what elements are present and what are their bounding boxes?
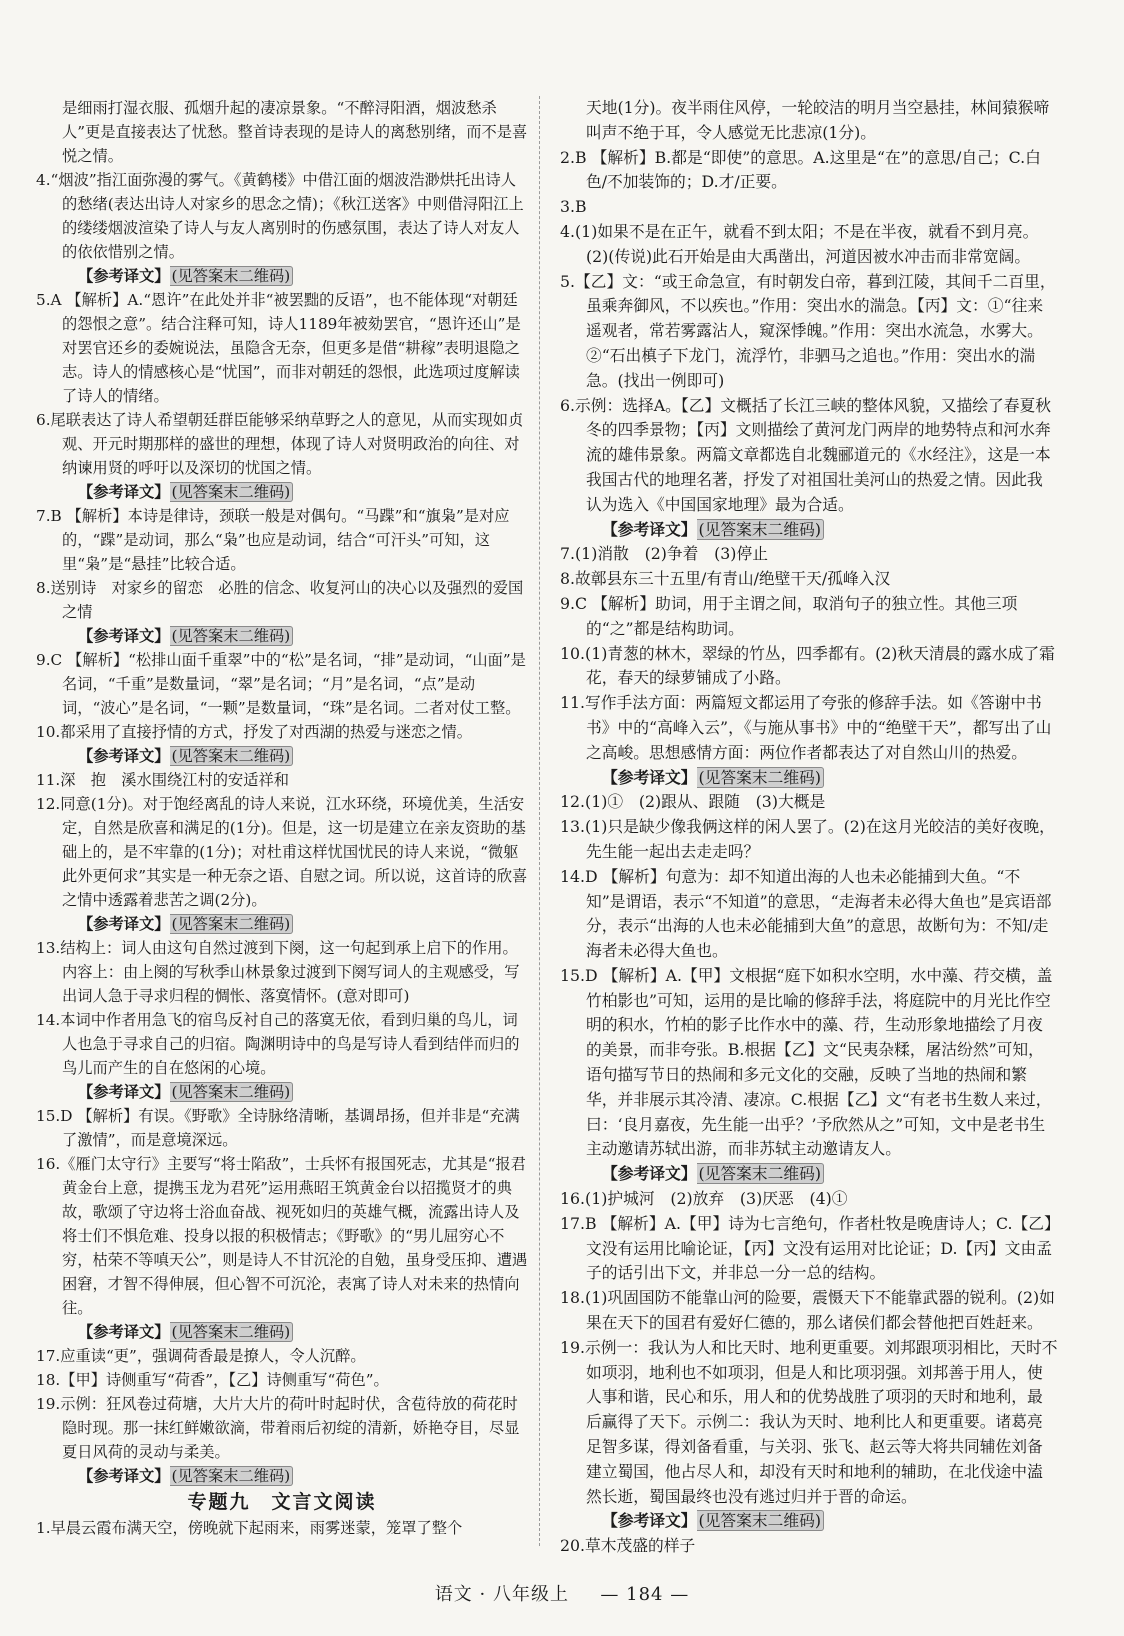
reference-translation-note: [36, 264, 528, 288]
column-divider: [539, 96, 540, 1546]
reference-label: 【参考译文】: [78, 267, 170, 285]
answer-item: 1.早晨云霞布满天空，傍晚就下起雨来，雨雾迷蒙，笼罩了整个: [36, 1519, 463, 1537]
answer-item: 是细雨打湿衣服、孤烟升起的凄凉景象。“不醉浔阳酒，烟波愁杀人”更是直接表达了忧愁。整首诗表现的是诗人的离愁别绪，而不是喜悦之情。: [62, 99, 528, 165]
answer-item: 3.B: [560, 197, 587, 217]
answer-item: 12.(1)① (2)跟从、跟随 (3)大概是: [560, 792, 826, 812]
answer-item: 10.(1)青葱的林木，翠绿的竹丛，四季都有。(2)秋天清晨的露水成了霜花，春天的绿萝铺成了小路。: [560, 643, 1055, 688]
reference-translation-note: [560, 766, 1058, 791]
answer-item: 6.示例：选择A。【乙】文概括了长江三峡的整体风貌，又描绘了春夏秋冬的四季景物；【丙】文则描绘了黄河龙门两岸的地势特点和河水奔流的雄伟景象。两篇文章都选自北魏郦道元的《水经注》，这是一本我国古代的地理名著，抒发了对祖国壮美河山的热爱之情。因此我认为选入《中国国家地理》最为合适。: [560, 395, 1052, 514]
qr-code-note: (见答案末二维码): [697, 519, 825, 540]
reference-translation-note: [36, 1464, 528, 1488]
answer-item: 5.【乙】文：“或王命急宣，有时朝发白帝，暮到江陵，其间千二百里，虽乘奔御风，不以疾也。”作用：突出水的湍急。【丙】文：①“往来遥观者，常若雾露沾人，窥深悸魄。”作用：突出水流急，水雾大。②“石出槙子下龙门，流浮竹，非驷马之追也。”作用：突出水的湍急。(找出一例即可): [560, 271, 1056, 390]
answer-item: 17.应重读“更”，强调荷香最是撩人，令人沉醉。: [36, 1347, 366, 1365]
footer-grade: 八年级上: [492, 1584, 569, 1605]
answer-item: 16.(1)护城河 (2)放弃 (3)厌恶 (4)①: [560, 1189, 848, 1209]
reference-label: 【参考译文】: [78, 483, 170, 501]
reference-translation-note: [560, 1162, 1058, 1187]
answer-item: 2.B 【解析】B.都是“即使”的意思。A.这里是“在”的意思/自己；C.白色/不加装饰的；D.才/正要。: [560, 147, 1041, 192]
reference-translation-note: [560, 1509, 1058, 1534]
answer-item: 7.B 【解析】本诗是律诗，颈联一般是对偶句。“马蹀”和“旗枭”是对应的，“蹀”是动词，那么“枭”也应是动词，结合“可汗头”可知，这里“枭”是“悬挂”比较合适。: [36, 507, 510, 573]
reference-translation-note: [36, 624, 528, 648]
qr-code-note: (见答案末二维码): [170, 914, 294, 934]
reference-label: 【参考译文】: [602, 1164, 697, 1184]
qr-code-note: (见答案末二维码): [170, 266, 294, 286]
answer-item: 13.结构上：词人由这句自然过渡到下阕，这一句起到承上启下的作用。内容上：由上阕的写秋季山林景象过渡到下阕写词人的主观感受，写出词人急于寻求归程的惆怅、落寞情怀。(意对即可): [36, 939, 520, 1005]
reference-label: 【参考译文】: [78, 627, 170, 645]
qr-code-note: (见答案末二维码): [697, 1163, 825, 1184]
answer-item: 15.D 【解析】有误。《野歌》全诗脉络清晰，基调昂扬，但并非是“充满了激情”，而是意境深远。: [36, 1107, 520, 1149]
answer-item: 4.(1)如果不是在正午，就看不到太阳；不是在半夜，就看不到月亮。(2)(传说)此石开始是由大禹凿出，河道因被水冲击而非常宽阔。: [560, 221, 1039, 266]
answer-item: 5.A 【解析】A.“恩许”在此处并非“被罢黜的反语”，也不能体现“对朝廷的怨恨之意”。结合注释可知，诗人1189年被劾罢官，“恩许还山”是对罢官还乡的委婉说法，虽隐含无奈，但更多是借“耕稼”表明退隐之志。诗人的情感核心是“忧国”，而非对朝廷的怨恨，此选项过度解读了诗人的情绪。: [36, 291, 521, 405]
reference-label: 【参考译文】: [78, 1083, 170, 1101]
footer-page-number: — 184 —: [600, 1584, 690, 1605]
answer-item: 18.【甲】诗侧重写“荷香”，【乙】诗侧重写“荷色”。: [36, 1371, 389, 1389]
answer-item: 10.都采用了直接抒情的方式，抒发了对西湖的热爱与迷恋之情。: [36, 723, 473, 741]
reference-label: 【参考译文】: [78, 1467, 170, 1485]
answer-item: 20.草木茂盛的样子: [560, 1536, 696, 1556]
answer-item: 12.同意(1分)。对于饱经离乱的诗人来说，江水环绕，环境优美，生活安定，自然是欣喜和满足的(1分)。但是，这一切是建立在亲友资助的基础上的，是不牢靠的(1分)；对杜甫这样忧国忧民的诗人来说，“微躯此外更何求”其实是一种无奈之语、自慰之词。所以说，这首诗的欣喜之情中透露着悲苦之调(2分)。: [36, 795, 528, 909]
qr-code-note: (见答案末二维码): [170, 626, 294, 646]
reference-translation-note: [36, 1080, 528, 1104]
footer-subject: 语文: [434, 1584, 473, 1605]
right-column: [560, 96, 1058, 1559]
answer-item: 13.(1)只是缺少像我俩这样的闲人罢了。(2)在这月光皎洁的美好夜晚，先生能一起出去走走吗？: [560, 817, 1055, 861]
reference-label: 【参考译文】: [78, 1323, 170, 1341]
answer-item: 18.(1)巩固国防不能靠山河的险要，震慑天下不能靠武器的锐利。(2)如果在天下的国君有爱好仁德的，那么诸侯们都会替他把百姓赶来。: [560, 1288, 1055, 1333]
reference-label: 【参考译文】: [78, 915, 170, 933]
answer-item: 7.(1)消散 (2)争着 (3)停止: [560, 544, 768, 564]
answer-item: 4.“烟波”指江面弥漫的雾气。《黄鹤楼》中借江面的烟波浩渺烘托出诗人的愁绪(表达出诗人对家乡的思念之情)；《秋江送客》中则借浔阳江上的缕缕烟波渲染了诗人与友人离别时的伤感氛围，表达了诗人对友人的依依惜别之情。: [36, 171, 524, 261]
reference-label: 【参考译文】: [78, 747, 170, 765]
answer-item: 15.D 【解析】A.【甲】文根据“庭下如积水空明，水中藻、荇交横，盖竹柏影也”可知，运用的是比喻的修辞手法，将庭院中的月光比作空明的积水，竹柏的影子比作水中的藻、荇，生动形象地描绘了月夜的美景，而非夸张。B.根据【乙】文“民夷杂糅，屠沽纷然”可知，语句描写节日的热闹和多元文化的交融，反映了当地的热闹和繁华，并非展示其冷清、凄凉。C.根据【乙】文“有老书生数人来过，曰：‘良月嘉夜，先生能一出乎？’予欣然从之”可知，文中是老书生主动邀请苏轼出游，而非苏轼主动邀请友人。: [560, 965, 1053, 1159]
reference-label: 【参考译文】: [602, 519, 697, 539]
answer-item: 19.示例一：我认为人和比天时、地利更重要。刘邦跟项羽相比，天时不如项羽，地利也不如项羽，但是人和比项羽强。刘邦善于用人，使人事和谐，民心和乐，用人和的优势战胜了项羽的天时和地利，最后赢得了天下。示例二：我认为天时、地利比人和更重要。诸葛亮足智多谋，得刘备看重，与关羽、张飞、赵云等大将共同辅佐刘备建立蜀国，他占尽人和，却没有天时和地利的辅助，在北伐途中溘然长逝，蜀国最终也没有逃过归并于晋的命运。: [560, 1337, 1058, 1506]
answer-item: 8.送别诗 对家乡的留恋 必胜的信念、收复河山的决心以及强烈的爱国之情: [36, 579, 524, 621]
reference-translation-note: [36, 912, 528, 936]
answer-item: 14.D 【解析】句意为：却不知道出海的人也未必能捕到大鱼。“不知”是谓语，表示“不知道”的意思，“走海者未必得大鱼也”是宾语部分，表示“出海的人也未必能捕到大鱼”的意思，故断句为：不知/走海者未必得大鱼也。: [560, 866, 1052, 961]
qr-code-note: (见答案末二维码): [170, 482, 294, 502]
section-title: 专题九 文言文阅读: [187, 1491, 377, 1513]
qr-code-note: (见答案末二维码): [170, 1322, 294, 1342]
reference-translation-note: [36, 744, 528, 768]
answer-item: 16.《雁门太守行》主要写“将士陷敌”，士兵怀有报国死志，尤其是“报君黄金台上意，提携玉龙为君死”运用燕昭王筑黄金台以招揽贤才的典故，歌颂了守边将士浴血奋战、视死如归的英雄气概，流露出诗人及将士们不惧危难、投身以报的积极情志；《野歌》的“男儿屈穷心不穷，枯荣不等嗔天公”，则是诗人不甘沉沦的自勉，虽身受压抑、遭遇困窘，才智不得伸展，但心智不可沉沦，表寓了诗人对未来的热情向往。: [36, 1155, 528, 1317]
answer-item: 9.C 【解析】助词，用于主谓之间，取消句子的独立性。其他三项的“之”都是结构助词。: [560, 593, 1018, 638]
qr-code-note: (见答案末二维码): [697, 1510, 825, 1531]
reference-translation-note: [560, 518, 1058, 543]
qr-code-note: (见答案末二维码): [170, 746, 294, 766]
reference-translation-note: [36, 480, 528, 504]
page-footer: [0, 1580, 1124, 1606]
answer-item: 天地(1分)。夜半雨住风停，一轮皎洁的明月当空悬挂，林间猿猴啼叫声不绝于耳，令人感觉无比悲凉(1分)。: [586, 98, 1050, 142]
answer-item: 9.C 【解析】“松排山面千重翠”中的“松”是名词，“排”是动词，“山面”是名词，“千重”是数量词，“翠”是名词；“月”是名词，“点”是动词，“波心”是名词，“一颗”是数量词，“珠”是名词。二者对仗工整。: [36, 651, 526, 717]
reference-translation-note: [36, 1320, 528, 1344]
answer-item: 14.本词中作者用急飞的宿鸟反衬自己的落寞无依，看到归巢的鸟儿，词人也急于寻求自己的归宿。陶渊明诗中的鸟是写诗人看到结伴而归的鸟儿而产生的自在悠闲的心境。: [36, 1011, 520, 1077]
answer-item: 17.B 【解析】A.【甲】诗为七言绝句，作者杜牧是晚唐诗人；C.【乙】文没有运用比喻论证，【丙】文没有运用对比论证；D.【丙】文由孟子的话引出下文，并非总一分一总的结构。: [560, 1213, 1052, 1283]
qr-code-note: (见答案末二维码): [170, 1466, 294, 1486]
answer-item: 6.尾联表达了诗人希望朝廷群臣能够采纳草野之人的意见，从而实现如贞观、开元时期那样的盛世的理想，体现了诗人对贤明政治的向往、对纳谏用贤的呼吁以及深切的忧国之情。: [36, 411, 524, 477]
footer-dot: ·: [479, 1584, 487, 1605]
answer-item: 19.示例：狂风卷过荷塘，大片大片的荷叶时起时伏，含苞待放的荷花时隐时现。那一抹红鲜嫩欲滴，带着雨后初绽的清新，娇艳夺目，尽显夏日风荷的灵动与柔美。: [36, 1395, 520, 1461]
answer-item: 8.故鄣县东三十五里/有青山/绝壁干天/孤峰入汉: [560, 569, 891, 589]
qr-code-note: (见答案末二维码): [697, 767, 825, 788]
answer-item: 11.写作手法方面：两篇短文都运用了夸张的修辞手法。如《答谢中书书》中的“高峰入云”，《与施从事书》中的“绝壁干天”，都写出了山之高峻。思想感情方面：两位作者都表达了对自然山川的热爱。: [560, 693, 1052, 762]
reference-label: 【参考译文】: [602, 767, 697, 787]
answer-item: 11.深 抱 溪水围绕江村的安适祥和: [36, 771, 290, 789]
reference-label: 【参考译文】: [602, 1511, 697, 1531]
qr-code-note: (见答案末二维码): [170, 1082, 294, 1102]
left-column: [36, 96, 528, 1540]
